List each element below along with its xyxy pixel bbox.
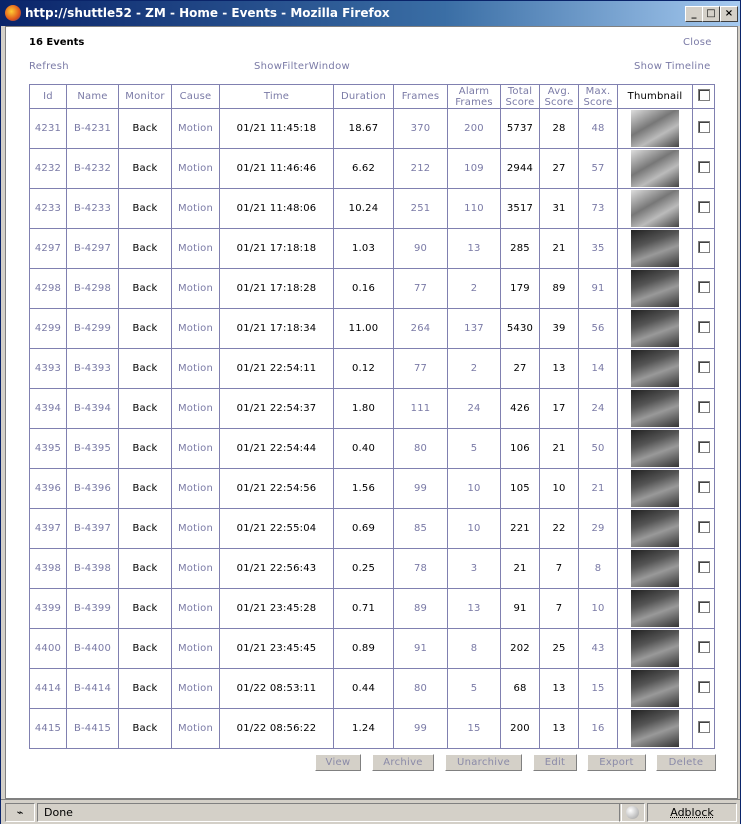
event-time: 01/21 17:18:34 <box>220 309 334 349</box>
event-alarm-frames-link[interactable]: 24 <box>448 389 501 429</box>
event-alarm-frames-link[interactable]: 10 <box>448 509 501 549</box>
firefox-icon <box>5 5 21 21</box>
refresh-link[interactable]: Refresh <box>29 61 69 72</box>
event-max-score-link[interactable]: 16 <box>579 709 618 749</box>
event-max-score-link[interactable]: 10 <box>579 589 618 629</box>
event-select-cell[interactable] <box>693 149 715 189</box>
event-select-checkbox[interactable] <box>698 441 710 453</box>
event-frames-link[interactable]: 78 <box>394 549 448 589</box>
connection-icon: ⌁ <box>5 803 35 822</box>
event-time: 01/21 11:45:18 <box>220 109 334 149</box>
event-time: 01/21 17:18:28 <box>220 269 334 309</box>
event-time: 01/21 23:45:28 <box>220 589 334 629</box>
event-select-cell[interactable] <box>693 349 715 389</box>
event-avg-score: 25 <box>540 629 579 669</box>
event-thumbnail[interactable] <box>631 550 679 587</box>
event-avg-score: 27 <box>540 149 579 189</box>
event-select-cell[interactable] <box>693 189 715 229</box>
event-select-cell[interactable] <box>693 549 715 589</box>
event-select-cell[interactable] <box>693 509 715 549</box>
event-thumbnail[interactable] <box>631 310 679 347</box>
event-name-link[interactable]: B-4400 <box>67 629 119 669</box>
event-frames-link[interactable]: 77 <box>394 349 448 389</box>
event-monitor: Back <box>119 349 172 389</box>
event-total-score: 68 <box>501 669 540 709</box>
event-monitor: Back <box>119 669 172 709</box>
event-avg-score: 13 <box>540 669 579 709</box>
event-thumbnail[interactable] <box>631 670 679 707</box>
event-alarm-frames-link[interactable]: 110 <box>448 189 501 229</box>
event-alarm-frames-link[interactable]: 2 <box>448 349 501 389</box>
event-cause-link[interactable]: Motion <box>172 229 220 269</box>
event-max-score-link[interactable]: 56 <box>579 309 618 349</box>
table-row <box>30 349 715 389</box>
event-thumbnail-cell[interactable] <box>618 349 693 389</box>
event-cause-link[interactable]: Motion <box>172 469 220 509</box>
col-monitor[interactable]: Monitor <box>119 85 172 109</box>
event-time: 01/21 22:56:43 <box>220 549 334 589</box>
archive-button[interactable]: Archive <box>372 754 434 771</box>
event-id-link[interactable]: 4394 <box>30 389 67 429</box>
event-duration: 0.40 <box>334 429 394 469</box>
event-alarm-frames-link[interactable]: 13 <box>448 589 501 629</box>
event-thumbnail-cell[interactable] <box>618 629 693 669</box>
event-thumbnail-cell[interactable] <box>618 469 693 509</box>
event-total-score: 105 <box>501 469 540 509</box>
col-avg-score[interactable]: Avg. Score <box>540 85 579 109</box>
event-thumbnail-cell[interactable] <box>618 709 693 749</box>
event-select-checkbox[interactable] <box>698 601 710 613</box>
event-cause-link[interactable]: Motion <box>172 349 220 389</box>
event-name-link[interactable]: B-4396 <box>67 469 119 509</box>
event-select-cell[interactable] <box>693 709 715 749</box>
event-time: 01/22 08:53:11 <box>220 669 334 709</box>
event-thumbnail-cell[interactable] <box>618 309 693 349</box>
table-row <box>30 109 715 149</box>
maximize-button[interactable]: □ <box>702 6 720 22</box>
show-timeline-link[interactable]: Show Timeline <box>634 61 711 72</box>
event-select-cell[interactable] <box>693 109 715 149</box>
event-name-link[interactable]: B-4297 <box>67 229 119 269</box>
edit-button[interactable]: Edit <box>533 754 577 771</box>
event-select-checkbox[interactable] <box>698 161 710 173</box>
event-time: 01/22 08:56:22 <box>220 709 334 749</box>
event-id-link[interactable]: 4399 <box>30 589 67 629</box>
event-monitor: Back <box>119 709 172 749</box>
event-frames-link[interactable]: 99 <box>394 709 448 749</box>
event-name-link[interactable]: B-4393 <box>67 349 119 389</box>
event-duration: 0.71 <box>334 589 394 629</box>
event-duration: 0.25 <box>334 549 394 589</box>
event-time: 01/21 11:46:46 <box>220 149 334 189</box>
event-total-score: 221 <box>501 509 540 549</box>
table-row <box>30 669 715 709</box>
col-max-score[interactable]: Max. Score <box>579 85 618 109</box>
table-row <box>30 189 715 229</box>
event-name-link[interactable]: B-4232 <box>67 149 119 189</box>
event-avg-score: 13 <box>540 709 579 749</box>
event-avg-score: 22 <box>540 509 579 549</box>
event-select-checkbox[interactable] <box>698 721 710 733</box>
close-link[interactable]: Close <box>683 37 712 48</box>
event-select-checkbox[interactable] <box>698 241 710 253</box>
event-monitor: Back <box>119 469 172 509</box>
event-frames-link[interactable]: 264 <box>394 309 448 349</box>
event-name-link[interactable]: B-4397 <box>67 509 119 549</box>
event-duration: 0.44 <box>334 669 394 709</box>
event-duration: 0.89 <box>334 629 394 669</box>
col-select-all[interactable] <box>693 85 715 109</box>
event-max-score-link[interactable]: 48 <box>579 109 618 149</box>
event-max-score-link[interactable]: 29 <box>579 509 618 549</box>
event-max-score-link[interactable]: 14 <box>579 349 618 389</box>
event-thumbnail[interactable] <box>631 710 679 747</box>
event-id-link[interactable]: 4393 <box>30 349 67 389</box>
event-alarm-frames-link[interactable]: 5 <box>448 669 501 709</box>
event-max-score-link[interactable]: 35 <box>579 229 618 269</box>
col-frames[interactable]: Frames <box>394 85 448 109</box>
event-max-score-link[interactable]: 8 <box>579 549 618 589</box>
event-max-score-link[interactable]: 91 <box>579 269 618 309</box>
event-thumbnail-cell[interactable] <box>618 509 693 549</box>
event-avg-score: 21 <box>540 429 579 469</box>
event-time: 01/21 11:48:06 <box>220 189 334 229</box>
event-frames-link[interactable]: 89 <box>394 589 448 629</box>
event-id-link[interactable]: 4299 <box>30 309 67 349</box>
event-time: 01/21 22:54:44 <box>220 429 334 469</box>
event-select-checkbox[interactable] <box>698 121 710 133</box>
event-duration: 0.12 <box>334 349 394 389</box>
event-duration: 0.16 <box>334 269 394 309</box>
table-row <box>30 709 715 749</box>
event-thumbnail-cell[interactable] <box>618 389 693 429</box>
event-thumbnail-cell[interactable] <box>618 149 693 189</box>
event-duration: 18.67 <box>334 109 394 149</box>
event-cause-link[interactable]: Motion <box>172 309 220 349</box>
table-row <box>30 469 715 509</box>
event-frames-link[interactable]: 251 <box>394 189 448 229</box>
event-monitor: Back <box>119 189 172 229</box>
event-monitor: Back <box>119 149 172 189</box>
table-row <box>30 389 715 429</box>
event-max-score-link[interactable]: 15 <box>579 669 618 709</box>
event-thumbnail[interactable] <box>631 190 679 227</box>
col-thumbnail: Thumbnail <box>618 85 693 109</box>
event-select-checkbox[interactable] <box>698 281 710 293</box>
event-monitor: Back <box>119 429 172 469</box>
event-cause-link[interactable]: Motion <box>172 709 220 749</box>
event-duration: 11.00 <box>334 309 394 349</box>
event-thumbnail[interactable] <box>631 630 679 667</box>
event-frames-link[interactable]: 80 <box>394 669 448 709</box>
title-bar <box>1 1 740 26</box>
event-total-score: 202 <box>501 629 540 669</box>
event-thumbnail[interactable] <box>631 590 679 627</box>
event-select-cell[interactable] <box>693 309 715 349</box>
event-duration: 0.69 <box>334 509 394 549</box>
events-table <box>29 84 715 749</box>
event-id-link[interactable]: 4397 <box>30 509 67 549</box>
event-thumbnail-cell[interactable] <box>618 669 693 709</box>
event-thumbnail[interactable] <box>631 430 679 467</box>
event-monitor: Back <box>119 309 172 349</box>
event-select-cell[interactable] <box>693 589 715 629</box>
event-time: 01/21 17:18:18 <box>220 229 334 269</box>
col-cause[interactable]: Cause <box>172 85 220 109</box>
event-name-link[interactable]: B-4415 <box>67 709 119 749</box>
event-thumbnail[interactable] <box>631 470 679 507</box>
event-total-score: 200 <box>501 709 540 749</box>
event-time: 01/21 22:54:56 <box>220 469 334 509</box>
event-frames-link[interactable]: 99 <box>394 469 448 509</box>
event-select-checkbox[interactable] <box>698 481 710 493</box>
event-id-link[interactable]: 4396 <box>30 469 67 509</box>
event-monitor: Back <box>119 589 172 629</box>
table-row <box>30 589 715 629</box>
table-row <box>30 229 715 269</box>
event-frames-link[interactable]: 111 <box>394 389 448 429</box>
event-cause-link[interactable]: Motion <box>172 389 220 429</box>
event-id-link[interactable]: 4232 <box>30 149 67 189</box>
event-cause-link[interactable]: Motion <box>172 429 220 469</box>
event-max-score-link[interactable]: 43 <box>579 629 618 669</box>
event-avg-score: 31 <box>540 189 579 229</box>
col-duration[interactable]: Duration <box>334 85 394 109</box>
col-total-score[interactable]: Total Score <box>501 85 540 109</box>
event-alarm-frames-link[interactable]: 137 <box>448 309 501 349</box>
event-id-link[interactable]: 4395 <box>30 429 67 469</box>
security-icon <box>619 803 645 822</box>
event-monitor: Back <box>119 389 172 429</box>
event-thumbnail-cell[interactable] <box>618 589 693 629</box>
event-total-score: 426 <box>501 389 540 429</box>
table-row <box>30 509 715 549</box>
event-thumbnail-cell[interactable] <box>618 229 693 269</box>
event-cause-link[interactable]: Motion <box>172 269 220 309</box>
event-alarm-frames-link[interactable]: 2 <box>448 269 501 309</box>
event-frames-link[interactable]: 85 <box>394 509 448 549</box>
event-total-score: 5737 <box>501 109 540 149</box>
event-duration: 1.56 <box>334 469 394 509</box>
minimize-button[interactable]: _ <box>685 6 703 22</box>
event-cause-link[interactable]: Motion <box>172 109 220 149</box>
event-duration: 1.80 <box>334 389 394 429</box>
event-cause-link[interactable]: Motion <box>172 189 220 229</box>
event-total-score: 2944 <box>501 149 540 189</box>
event-avg-score: 7 <box>540 589 579 629</box>
event-select-checkbox[interactable] <box>698 321 710 333</box>
event-frames-link[interactable]: 90 <box>394 229 448 269</box>
event-thumbnail[interactable] <box>631 150 679 187</box>
table-header-row <box>30 85 715 109</box>
status-bar <box>1 799 740 824</box>
show-filter-window-link[interactable]: ShowFilterWindow <box>254 61 350 72</box>
event-select-checkbox[interactable] <box>698 561 710 573</box>
event-name-link[interactable]: B-4231 <box>67 109 119 149</box>
col-time[interactable]: Time <box>220 85 334 109</box>
event-alarm-frames-link[interactable]: 109 <box>448 149 501 189</box>
adblock-button[interactable]: Adblock <box>647 803 737 822</box>
event-avg-score: 10 <box>540 469 579 509</box>
event-time: 01/21 22:54:11 <box>220 349 334 389</box>
event-avg-score: 7 <box>540 549 579 589</box>
event-name-link[interactable]: B-4298 <box>67 269 119 309</box>
event-alarm-frames-link[interactable]: 10 <box>448 469 501 509</box>
page-content <box>5 26 738 799</box>
event-select-cell[interactable] <box>693 429 715 469</box>
event-monitor: Back <box>119 109 172 149</box>
event-avg-score: 17 <box>540 389 579 429</box>
event-alarm-frames-link[interactable]: 8 <box>448 629 501 669</box>
event-total-score: 91 <box>501 589 540 629</box>
event-total-score: 5430 <box>501 309 540 349</box>
event-cause-link[interactable]: Motion <box>172 509 220 549</box>
event-cause-link[interactable]: Motion <box>172 629 220 669</box>
event-select-checkbox[interactable] <box>698 681 710 693</box>
status-text: Done <box>37 803 622 822</box>
event-cause-link[interactable]: Motion <box>172 149 220 189</box>
event-select-checkbox[interactable] <box>698 641 710 653</box>
select-all-checkbox[interactable] <box>698 89 710 101</box>
event-select-checkbox[interactable] <box>698 201 710 213</box>
event-name-link[interactable]: B-4414 <box>67 669 119 709</box>
event-thumbnail[interactable] <box>631 270 679 307</box>
event-select-cell[interactable] <box>693 629 715 669</box>
event-alarm-frames-link[interactable]: 13 <box>448 229 501 269</box>
event-id-link[interactable]: 4297 <box>30 229 67 269</box>
event-duration: 6.62 <box>334 149 394 189</box>
event-thumbnail[interactable] <box>631 390 679 427</box>
event-total-score: 106 <box>501 429 540 469</box>
event-monitor: Back <box>119 229 172 269</box>
event-name-link[interactable]: B-4399 <box>67 589 119 629</box>
event-name-link[interactable]: B-4394 <box>67 389 119 429</box>
window-close-button[interactable]: × <box>720 6 738 22</box>
event-id-link[interactable]: 4298 <box>30 269 67 309</box>
event-total-score: 27 <box>501 349 540 389</box>
event-id-link[interactable]: 4231 <box>30 109 67 149</box>
event-frames-link[interactable]: 212 <box>394 149 448 189</box>
export-button[interactable]: Export <box>587 754 646 771</box>
event-count: 16 Events <box>29 37 85 48</box>
event-time: 01/21 22:55:04 <box>220 509 334 549</box>
event-time: 01/21 23:45:45 <box>220 629 334 669</box>
event-frames-link[interactable]: 370 <box>394 109 448 149</box>
event-alarm-frames-link[interactable]: 200 <box>448 109 501 149</box>
event-duration: 1.24 <box>334 709 394 749</box>
window-title: http://shuttle52 - ZM - Home - Events - Mozilla Firefox <box>25 6 390 20</box>
event-cause-link[interactable]: Motion <box>172 589 220 629</box>
event-avg-score: 39 <box>540 309 579 349</box>
unarchive-button[interactable]: Unarchive <box>445 754 522 771</box>
col-id[interactable]: Id <box>30 85 67 109</box>
event-thumbnail[interactable] <box>631 110 679 147</box>
event-avg-score: 21 <box>540 229 579 269</box>
event-alarm-frames-link[interactable]: 3 <box>448 549 501 589</box>
event-select-checkbox[interactable] <box>698 521 710 533</box>
event-thumbnail-cell[interactable] <box>618 189 693 229</box>
col-name[interactable]: Name <box>67 85 119 109</box>
event-select-checkbox[interactable] <box>698 401 710 413</box>
event-id-link[interactable]: 4400 <box>30 629 67 669</box>
event-max-score-link[interactable]: 57 <box>579 149 618 189</box>
event-max-score-link[interactable]: 50 <box>579 429 618 469</box>
event-select-cell[interactable] <box>693 389 715 429</box>
event-total-score: 21 <box>501 549 540 589</box>
event-duration: 10.24 <box>334 189 394 229</box>
event-max-score-link[interactable]: 73 <box>579 189 618 229</box>
event-thumbnail[interactable] <box>631 510 679 547</box>
table-row <box>30 629 715 669</box>
event-monitor: Back <box>119 269 172 309</box>
table-row <box>30 149 715 189</box>
event-name-link[interactable]: B-4398 <box>67 549 119 589</box>
event-id-link[interactable]: 4414 <box>30 669 67 709</box>
event-select-cell[interactable] <box>693 229 715 269</box>
event-id-link[interactable]: 4415 <box>30 709 67 749</box>
event-total-score: 179 <box>501 269 540 309</box>
event-max-score-link[interactable]: 24 <box>579 389 618 429</box>
view-button[interactable]: View <box>315 754 361 771</box>
event-alarm-frames-link[interactable]: 5 <box>448 429 501 469</box>
event-id-link[interactable]: 4398 <box>30 549 67 589</box>
event-name-link[interactable]: B-4233 <box>67 189 119 229</box>
delete-button[interactable]: Delete <box>656 754 716 771</box>
table-row <box>30 309 715 349</box>
event-thumbnail-cell[interactable] <box>618 549 693 589</box>
event-cause-link[interactable]: Motion <box>172 669 220 709</box>
event-select-checkbox[interactable] <box>698 361 710 373</box>
event-avg-score: 89 <box>540 269 579 309</box>
event-duration: 1.03 <box>334 229 394 269</box>
event-cause-link[interactable]: Motion <box>172 549 220 589</box>
event-select-cell[interactable] <box>693 469 715 509</box>
event-select-cell[interactable] <box>693 269 715 309</box>
table-row <box>30 269 715 309</box>
event-thumbnail-cell[interactable] <box>618 429 693 469</box>
event-frames-link[interactable]: 91 <box>394 629 448 669</box>
event-alarm-frames-link[interactable]: 15 <box>448 709 501 749</box>
event-avg-score: 28 <box>540 109 579 149</box>
event-thumbnail-cell[interactable] <box>618 269 693 309</box>
event-select-cell[interactable] <box>693 669 715 709</box>
event-frames-link[interactable]: 80 <box>394 429 448 469</box>
table-row <box>30 549 715 589</box>
event-max-score-link[interactable]: 21 <box>579 469 618 509</box>
event-monitor: Back <box>119 509 172 549</box>
event-thumbnail-cell[interactable] <box>618 109 693 149</box>
event-thumbnail[interactable] <box>631 350 679 387</box>
event-monitor: Back <box>119 629 172 669</box>
event-name-link[interactable]: B-4395 <box>67 429 119 469</box>
event-id-link[interactable]: 4233 <box>30 189 67 229</box>
table-row <box>30 429 715 469</box>
event-name-link[interactable]: B-4299 <box>67 309 119 349</box>
event-frames-link[interactable]: 77 <box>394 269 448 309</box>
event-thumbnail[interactable] <box>631 230 679 267</box>
event-monitor: Back <box>119 549 172 589</box>
event-total-score: 3517 <box>501 189 540 229</box>
event-avg-score: 13 <box>540 349 579 389</box>
event-total-score: 285 <box>501 229 540 269</box>
event-time: 01/21 22:54:37 <box>220 389 334 429</box>
col-alarm-frames[interactable]: Alarm Frames <box>448 85 501 109</box>
